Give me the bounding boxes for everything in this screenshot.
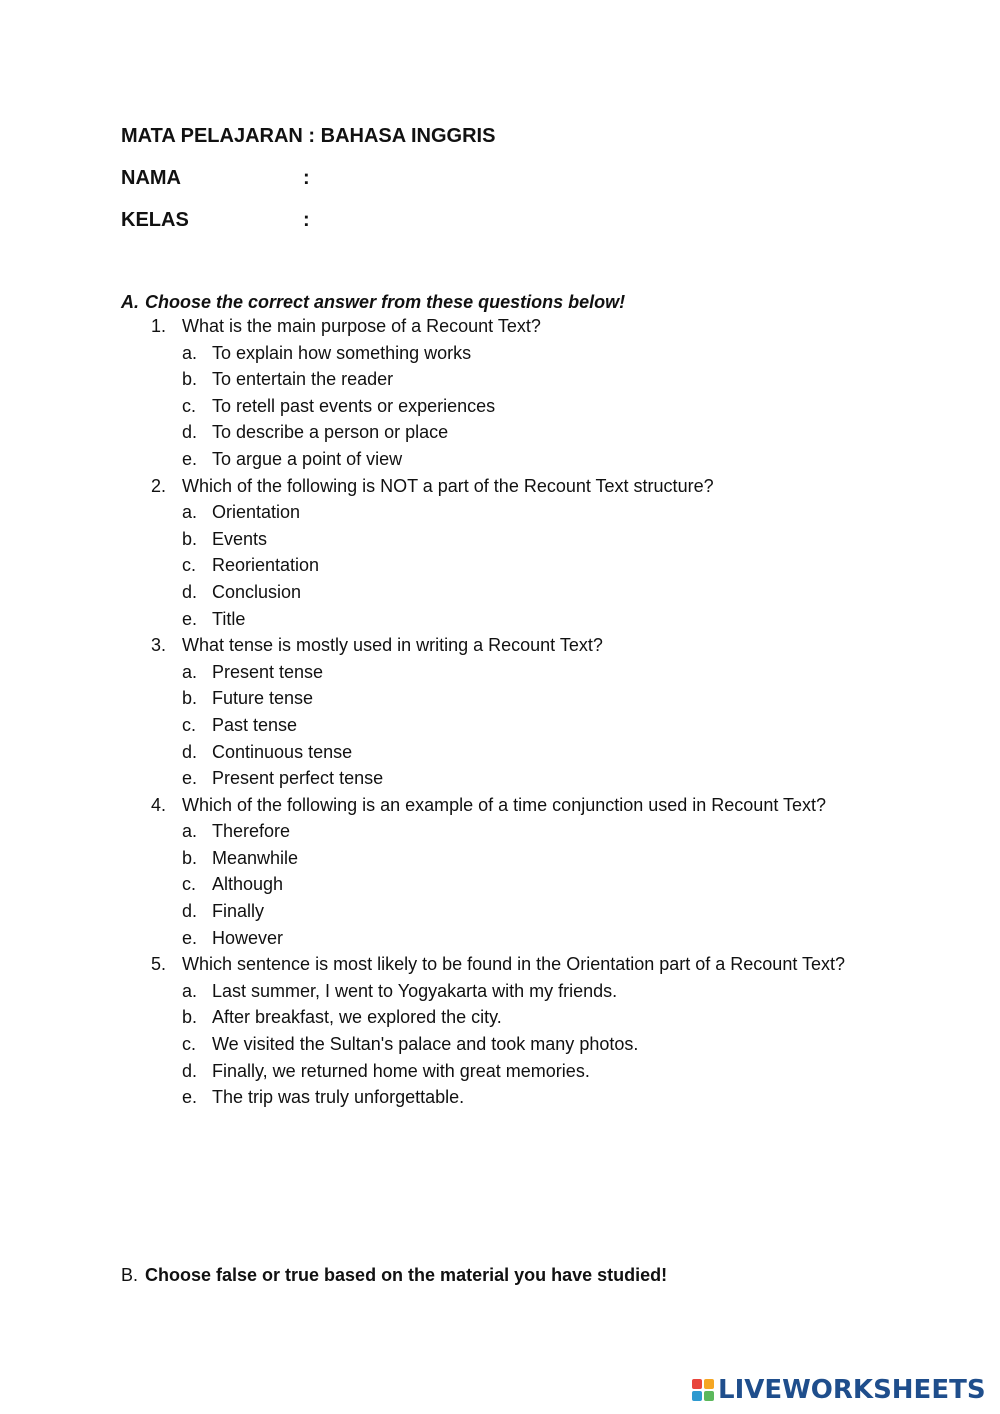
liveworksheets-logo — [692, 1375, 986, 1405]
section-a-instruction: Choose the correct answer from these questions below! — [145, 292, 626, 312]
option-text: However — [212, 927, 284, 948]
question-text-row — [0, 632, 1000, 659]
option-text: To retell past events or experiences — [212, 395, 496, 416]
option-letter: c. — [182, 1034, 197, 1055]
option-text: Title — [212, 608, 246, 629]
option-text: After breakfast, we explored the city. — [212, 1007, 502, 1028]
answer-option[interactable] — [0, 685, 1000, 712]
option-letter: e. — [182, 608, 198, 629]
question-text: Which of the following is NOT a part of the Recount Text structure? — [182, 475, 714, 496]
logo-text: LIVEWORKSHEETS — [718, 1375, 986, 1405]
option-letter: d. — [182, 901, 198, 922]
option-text: Present tense — [212, 661, 324, 682]
answer-option[interactable] — [0, 340, 1000, 367]
answer-option[interactable] — [0, 978, 1000, 1005]
option-text: Therefore — [212, 821, 291, 842]
question-text-row — [0, 313, 1000, 340]
option-text: The trip was truly unforgettable. — [212, 1087, 465, 1108]
option-letter: b. — [182, 369, 198, 390]
name-field-row — [121, 166, 310, 190]
question-text: What is the main purpose of a Recount Text? — [182, 316, 541, 336]
question — [0, 313, 1000, 473]
option-text: Present perfect tense — [212, 768, 384, 789]
option-letter: d. — [182, 422, 198, 443]
answer-option[interactable] — [0, 898, 1000, 925]
question-text-row — [0, 473, 1000, 500]
option-letter: b. — [182, 528, 198, 549]
option-text: Future tense — [212, 688, 314, 709]
question-number: 4. — [151, 794, 167, 815]
option-text: Continuous tense — [212, 741, 353, 762]
option-text: Reorientation — [212, 555, 320, 576]
option-letter: a. — [182, 502, 198, 523]
option-text: Although — [212, 874, 284, 895]
answer-option[interactable] — [0, 419, 1000, 446]
option-text: To explain how something works — [212, 342, 472, 363]
option-text: Last summer, I went to Yogyakarta with my friends. — [212, 980, 618, 1001]
question-number: 2. — [151, 475, 167, 496]
answer-option[interactable] — [0, 712, 1000, 739]
section-b-heading — [121, 1263, 667, 1287]
question-text: What tense is mostly used in writing a Recount Text? — [182, 635, 603, 656]
option-text: We visited the Sultan's palace and took many photos. — [212, 1034, 639, 1055]
answer-option[interactable] — [0, 526, 1000, 553]
option-letter: b. — [182, 1007, 198, 1028]
answer-option[interactable] — [0, 552, 1000, 579]
option-text: Orientation — [212, 502, 301, 523]
question — [0, 473, 1000, 633]
section-a-heading — [121, 290, 625, 314]
option-letter: b. — [182, 688, 198, 709]
question — [0, 792, 1000, 952]
question-list — [0, 313, 1000, 1111]
option-letter: e. — [182, 448, 198, 469]
question-text-row — [0, 792, 1000, 819]
section-b-letter: B. — [121, 1265, 139, 1285]
option-letter: b. — [182, 847, 198, 868]
question-number: 1. — [151, 316, 167, 336]
option-letter: c. — [182, 874, 197, 895]
option-letter: e. — [182, 1087, 198, 1108]
answer-option[interactable] — [0, 1084, 1000, 1111]
option-letter: a. — [182, 980, 198, 1001]
option-text: Meanwhile — [212, 847, 299, 868]
question-text: Which of the following is an example of a time conjunction used in Recount Text? — [182, 794, 827, 815]
name-label: NAMA — [121, 167, 181, 189]
question-number: 3. — [151, 635, 167, 656]
answer-option[interactable] — [0, 818, 1000, 845]
subject-heading: MATA PELAJARAN : BAHASA INGGRIS — [121, 125, 496, 147]
option-letter: c. — [182, 555, 197, 576]
name-separator: : — [303, 167, 310, 189]
logo-mark-icon — [692, 1379, 714, 1401]
option-text: To argue a point of view — [212, 448, 403, 469]
class-field-row — [121, 208, 310, 232]
answer-option[interactable] — [0, 659, 1000, 686]
option-text: Events — [212, 528, 268, 549]
option-letter: c. — [182, 395, 197, 416]
option-letter: a. — [182, 342, 198, 363]
answer-option[interactable] — [0, 366, 1000, 393]
question — [0, 951, 1000, 1111]
option-text: Past tense — [212, 714, 298, 735]
class-separator: : — [303, 209, 310, 231]
answer-option[interactable] — [0, 606, 1000, 633]
option-text: Finally — [212, 901, 265, 922]
answer-option[interactable] — [0, 1058, 1000, 1085]
logo-block-orange — [704, 1379, 714, 1389]
answer-option[interactable] — [0, 393, 1000, 420]
option-letter: d. — [182, 581, 198, 602]
option-letter: d. — [182, 1060, 198, 1081]
option-letter: a. — [182, 661, 198, 682]
option-letter: c. — [182, 714, 197, 735]
answer-option[interactable] — [0, 871, 1000, 898]
answer-option[interactable] — [0, 499, 1000, 526]
option-text: To describe a person or place — [212, 422, 449, 443]
answer-option[interactable] — [0, 446, 1000, 473]
section-b-instruction: Choose false or true based on the material you have studied! — [145, 1265, 668, 1285]
section-a-letter: A. — [121, 292, 139, 312]
logo-block-red — [692, 1379, 702, 1389]
answer-option[interactable] — [0, 1004, 1000, 1031]
option-text: To entertain the reader — [212, 369, 394, 390]
option-text: Finally, we returned home with great memories. — [212, 1060, 590, 1081]
answer-option[interactable] — [0, 579, 1000, 606]
answer-option[interactable] — [0, 1031, 1000, 1058]
question-number: 5. — [151, 954, 167, 975]
answer-option[interactable] — [0, 925, 1000, 952]
answer-option[interactable] — [0, 765, 1000, 792]
option-letter: e. — [182, 927, 198, 948]
class-label: KELAS — [121, 209, 189, 231]
question — [0, 632, 1000, 792]
question-text-row — [0, 951, 1000, 978]
option-letter: a. — [182, 821, 198, 842]
logo-block-blue — [692, 1391, 702, 1401]
option-text: Conclusion — [212, 581, 302, 602]
answer-option[interactable] — [0, 739, 1000, 766]
option-letter: e. — [182, 768, 198, 789]
question-text: Which sentence is most likely to be found in the Orientation part of a Recount Text? — [182, 954, 846, 975]
option-letter: d. — [182, 741, 198, 762]
logo-block-green — [704, 1391, 714, 1401]
answer-option[interactable] — [0, 845, 1000, 872]
